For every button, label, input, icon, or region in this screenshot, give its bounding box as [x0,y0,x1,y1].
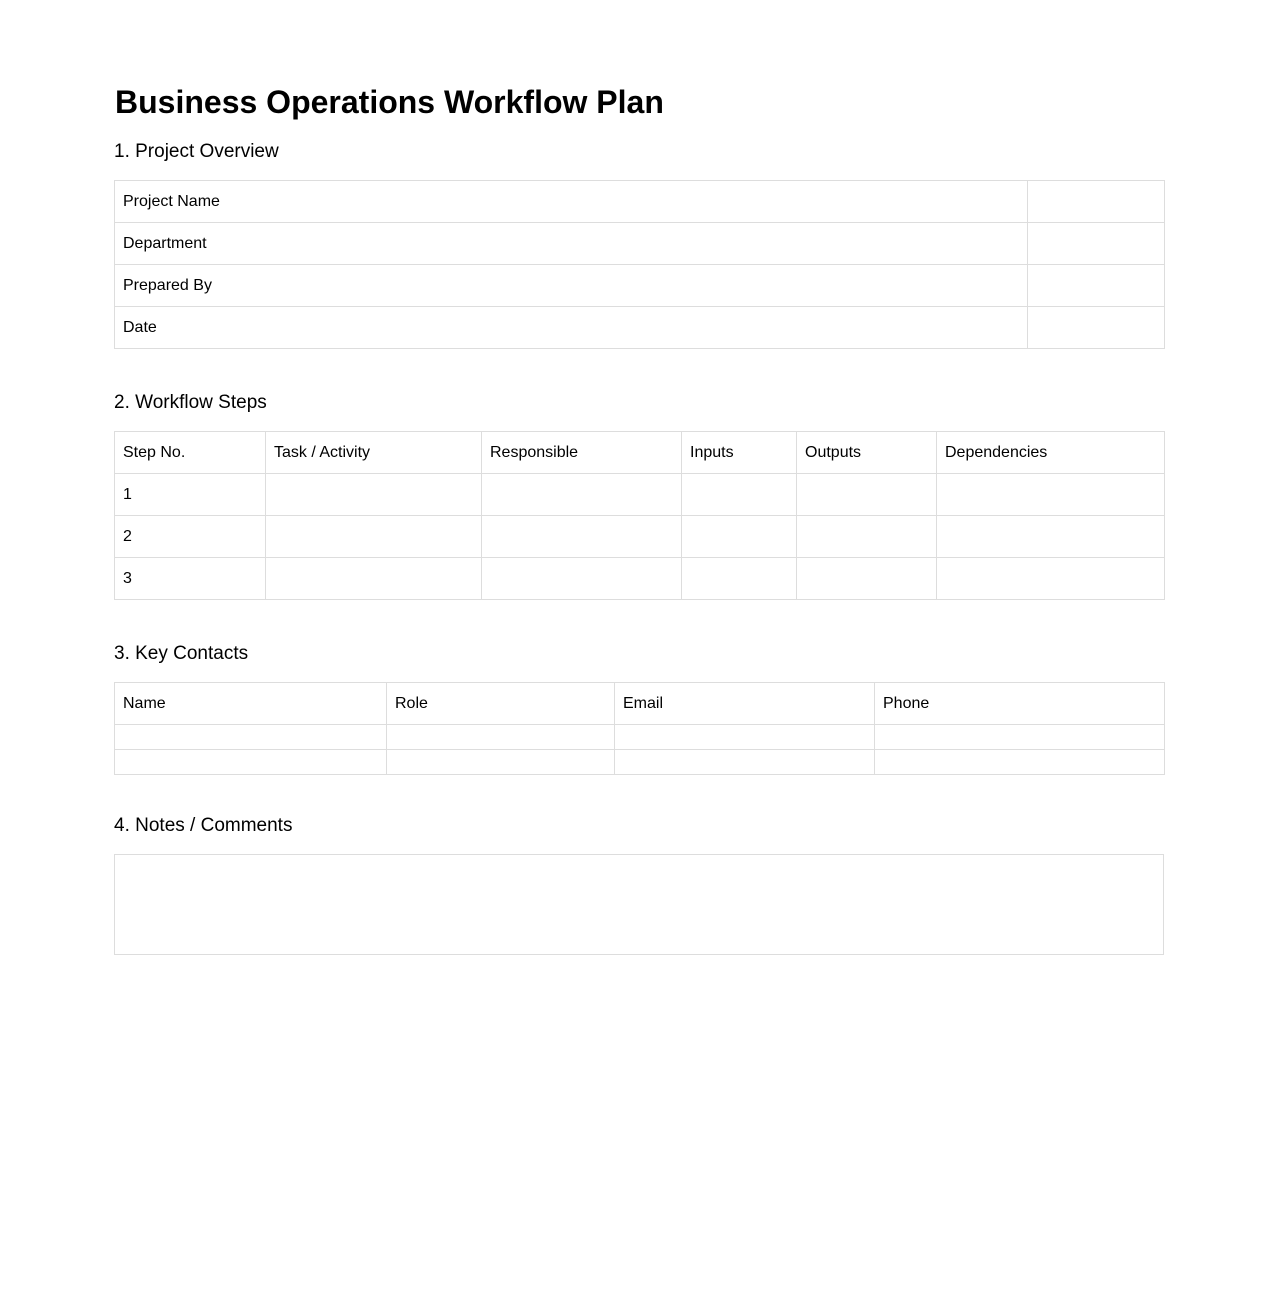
column-header: Outputs [797,432,937,474]
section-heading-contacts: 3. Key Contacts [114,643,249,664]
table-cell[interactable] [482,474,682,516]
workflow-steps-table [114,431,1165,600]
table-cell[interactable] [482,558,682,600]
column-header: Role [387,683,615,725]
table-cell[interactable] [115,725,387,750]
table-cell[interactable] [875,750,1165,775]
table-cell[interactable] [266,474,482,516]
table-row [115,265,1165,307]
column-header: Inputs [682,432,797,474]
table-row [115,516,1165,558]
column-header: Name [115,683,387,725]
column-header: Dependencies [937,432,1165,474]
table-row [115,725,1165,750]
table-cell[interactable] [615,725,875,750]
section-heading-overview: 1. Project Overview [114,141,279,162]
project-overview-table [114,180,1165,349]
table-row [115,558,1165,600]
table-cell[interactable] [482,516,682,558]
table-row [115,307,1165,349]
table-cell[interactable] [797,558,937,600]
column-header: Phone [875,683,1165,725]
table-cell[interactable] [266,558,482,600]
column-header: Step No. [115,432,266,474]
table-cell[interactable] [682,516,797,558]
table-cell[interactable] [875,725,1165,750]
column-header: Responsible [482,432,682,474]
table-cell: 3 [115,558,266,600]
notes-box[interactable] [114,854,1164,955]
table-cell[interactable] [937,558,1165,600]
column-header: Task / Activity [266,432,482,474]
field-label: Project Name [115,181,1028,223]
section-heading-notes: 4. Notes / Comments [114,815,293,836]
date-value[interactable] [1028,307,1165,349]
table-cell[interactable] [937,516,1165,558]
field-label: Date [115,307,1028,349]
field-label: Department [115,223,1028,265]
prepared-by-value[interactable] [1028,265,1165,307]
header-row [115,683,1165,725]
table-row [115,223,1165,265]
table-row [115,750,1165,775]
table-cell[interactable] [387,750,615,775]
table-cell: 2 [115,516,266,558]
table-cell[interactable] [266,516,482,558]
table-cell[interactable] [797,474,937,516]
table-cell: 1 [115,474,266,516]
table-cell[interactable] [615,750,875,775]
table-row [115,474,1165,516]
table-cell[interactable] [387,725,615,750]
table-cell[interactable] [797,516,937,558]
header-row [115,432,1165,474]
key-contacts-table [114,682,1165,775]
department-value[interactable] [1028,223,1165,265]
table-cell[interactable] [682,474,797,516]
section-heading-workflow: 2. Workflow Steps [114,392,267,413]
table-cell[interactable] [115,750,387,775]
column-header: Email [615,683,875,725]
table-cell[interactable] [682,558,797,600]
page-title: Business Operations Workflow Plan [115,84,664,120]
table-cell[interactable] [937,474,1165,516]
project-name-value[interactable] [1028,181,1165,223]
field-label: Prepared By [115,265,1028,307]
table-row [115,181,1165,223]
